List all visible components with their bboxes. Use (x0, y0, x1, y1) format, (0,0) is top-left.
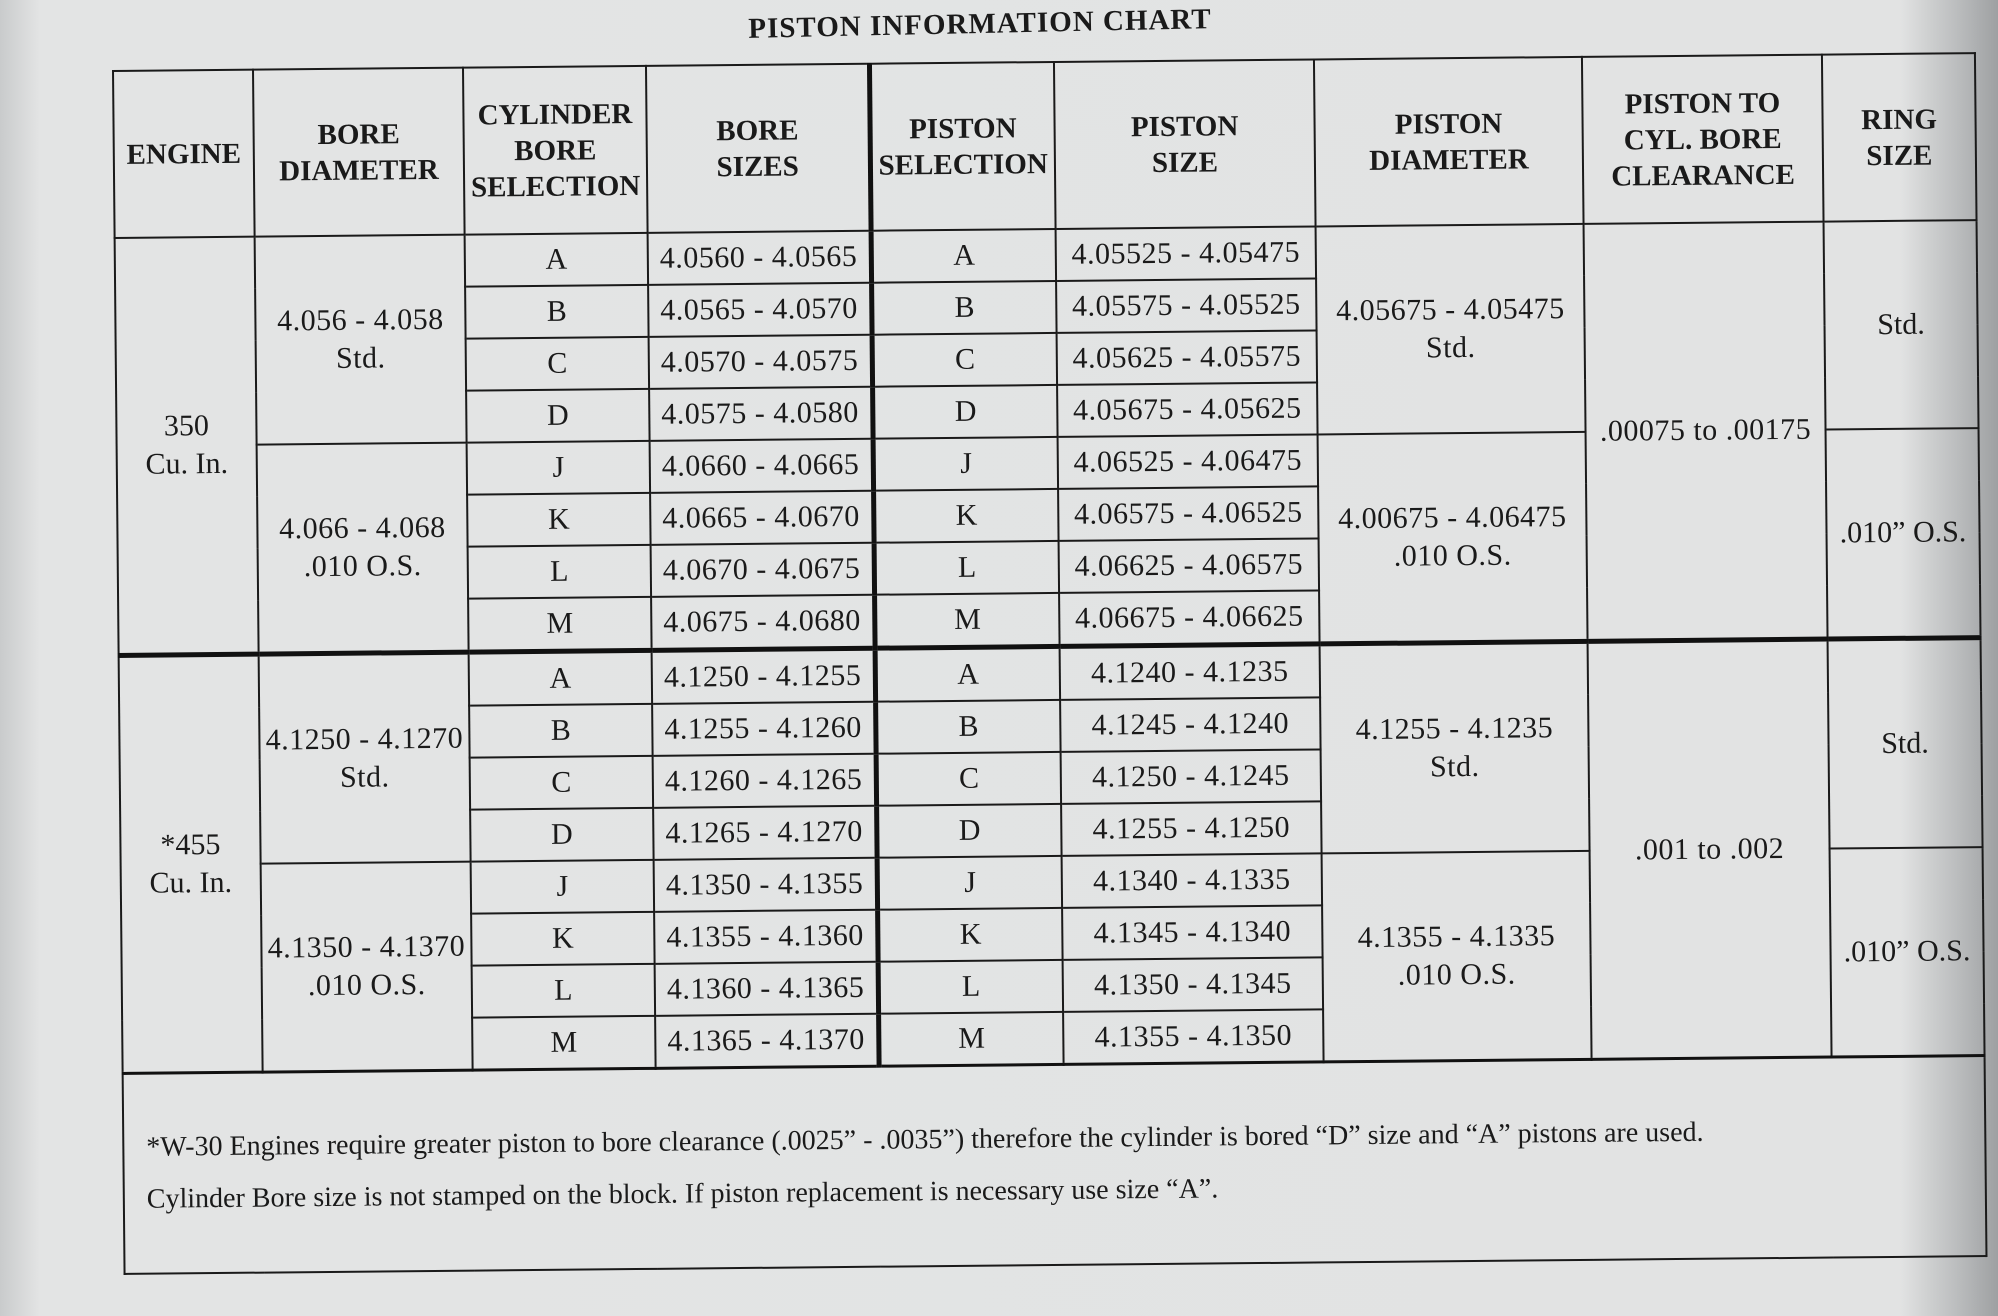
piston-selection-cell (871, 229, 1056, 283)
piston-diameter-cell (1316, 224, 1586, 435)
ring-size-cell (1828, 638, 1983, 849)
bore-diameter-cell (259, 652, 471, 864)
piston-size-cell (1057, 330, 1317, 384)
bore-selection-cell (471, 860, 654, 914)
bore-size-cell-text: 4.1350 - 4.1355 (665, 866, 864, 902)
engine-cell-text: 350 (163, 409, 210, 443)
ring-size-cell (1824, 220, 1979, 429)
bore-diameter-cell-text: 4.056 - 4.058 (277, 302, 444, 338)
piston-selection-cell (876, 752, 1061, 806)
piston-selection-cell-text: J (960, 446, 973, 480)
piston-size-cell-text: 4.1340 - 4.1335 (1092, 862, 1291, 898)
piston-diameter-cell (1318, 432, 1588, 644)
clearance-cell (1584, 222, 1828, 642)
engine-cell (119, 654, 263, 1073)
piston-diameter-cell-text: 4.1255 - 4.1235 (1355, 711, 1554, 747)
piston-size-cell-text: 4.06675 - 4.06625 (1074, 599, 1304, 635)
bore-size-cell-text: 4.1250 - 4.1255 (663, 658, 862, 694)
piston-selection-cell-text: L (961, 969, 981, 1003)
bore-selection-cell-text: C (547, 346, 568, 380)
piston-selection-cell-text: M (958, 1021, 986, 1055)
piston-size-cell-text: 4.05675 - 4.05625 (1072, 391, 1302, 427)
engine-cell-text: Cu. In. (149, 865, 233, 900)
bore-diameter-cell (255, 235, 467, 445)
ring-size-cell-text: .010” O.S. (1843, 934, 1971, 969)
bore-size-cell (648, 231, 871, 285)
bore-size-cell-text: 4.1360 - 4.1365 (666, 970, 865, 1006)
bore-diameter-cell-text: .010 O.S. (303, 549, 422, 584)
piston-selection-cell (877, 908, 1062, 962)
bore-size-cell-text: 4.1365 - 4.1370 (667, 1022, 865, 1058)
footnote (123, 1056, 1987, 1274)
ring-size-cell (1830, 847, 1985, 1057)
bore-selection-cell-text: J (552, 450, 565, 484)
bore-selection-cell-text: K (551, 921, 574, 955)
header-ring-size: RING SIZE (1822, 53, 1977, 221)
bore-size-cell (653, 754, 876, 808)
bore-size-cell-text: 4.0675 - 4.0680 (663, 603, 861, 639)
piston-selection-cell (877, 856, 1062, 910)
footnote-row (123, 1056, 1987, 1274)
bore-selection-cell (469, 704, 652, 758)
piston-selection-cell (872, 333, 1057, 387)
bore-selection-cell (466, 337, 649, 391)
piston-size-cell (1063, 1009, 1323, 1064)
piston-size-cell-text: 4.06575 - 4.06525 (1073, 495, 1303, 531)
ring-size-cell-text: Std. (1877, 307, 1925, 342)
piston-size-cell-text: 4.1355 - 4.1350 (1094, 1018, 1293, 1054)
bore-size-cell (651, 543, 874, 597)
bore-selection-cell (472, 964, 655, 1018)
bore-size-cell (652, 702, 875, 756)
bore-size-cell (651, 595, 875, 651)
bore-selection-cell (465, 285, 648, 339)
bore-size-cell (655, 1014, 878, 1069)
piston-size-cell-text: 4.1250 - 4.1245 (1091, 758, 1290, 794)
piston-selection-cell-text: A (957, 657, 980, 691)
bore-size-cell-text: 4.1355 - 4.1360 (666, 918, 864, 954)
piston-size-cell (1063, 957, 1323, 1011)
bore-selection-cell-text: D (546, 398, 569, 432)
piston-size-cell-text: 4.06625 - 4.06575 (1074, 547, 1304, 583)
bore-size-cell (654, 910, 877, 964)
bore-diameter-cell (261, 862, 473, 1073)
piston-selection-cell (878, 1012, 1063, 1066)
piston-size-cell (1060, 644, 1321, 700)
piston-size-cell-text: 4.1240 - 4.1235 (1090, 654, 1289, 690)
piston-selection-cell-text: L (957, 550, 977, 584)
piston-selection-cell (876, 804, 1061, 858)
bore-size-cell-text: 4.0575 - 4.0580 (661, 395, 859, 431)
header-piston-size: PISTON SIZE (1054, 59, 1316, 228)
bore-selection-cell-text: L (550, 554, 569, 588)
bore-size-cell-text: 4.1255 - 4.1260 (664, 710, 863, 746)
piston-size-cell-text: 4.05525 - 4.05475 (1071, 235, 1301, 271)
bore-size-cell-text: 4.0665 - 4.0670 (662, 499, 860, 535)
ring-size-cell-text: Std. (1881, 726, 1929, 761)
bore-size-cell-text: 4.1260 - 4.1265 (664, 762, 863, 798)
bore-selection-cell-text: B (550, 713, 572, 747)
piston-diameter-cell-text: 4.1355 - 4.1335 (1357, 919, 1556, 955)
piston-diameter-cell-text: .010 O.S. (1393, 538, 1512, 573)
piston-diameter-cell (1320, 641, 1590, 853)
ring-size-cell (1826, 428, 1981, 639)
bore-size-cell-text: 4.0660 - 4.0665 (661, 447, 860, 483)
piston-size-cell (1059, 590, 1320, 646)
engine-cell-text: Cu. In. (145, 446, 229, 481)
bore-size-cell (654, 858, 877, 912)
piston-selection-cell-text: A (953, 238, 976, 272)
bore-selection-cell (472, 1016, 655, 1070)
piston-size-cell (1061, 749, 1321, 803)
bore-size-cell-text: 4.0670 - 4.0675 (662, 551, 861, 587)
piston-size-cell (1061, 801, 1321, 855)
bore-diameter-cell-text: 4.1350 - 4.1370 (267, 929, 466, 965)
ring-size-cell-text: .010” O.S. (1839, 515, 1967, 550)
bore-size-cell (649, 335, 872, 389)
piston-selection-cell-text: K (955, 498, 978, 532)
bore-size-cell-text: 4.0570 - 4.0575 (660, 343, 859, 379)
piston-selection-cell-text: B (954, 290, 975, 324)
clearance-cell (1588, 639, 1832, 1059)
bore-size-cell (655, 962, 878, 1016)
piston-size-cell-text: 4.1345 - 4.1340 (1093, 914, 1292, 950)
header-row (113, 53, 1977, 238)
header-piston-diameter: PISTON DIAMETER (1314, 57, 1584, 227)
bore-size-cell (650, 439, 873, 493)
piston-selection-cell (873, 489, 1058, 543)
piston-size-cell (1056, 226, 1316, 280)
clearance-cell-text: .00075 to .00175 (1599, 412, 1812, 448)
bore-size-cell (650, 491, 873, 545)
piston-size-cell-text: 4.05575 - 4.05525 (1071, 287, 1301, 323)
footnote-line-2: Cylinder Bore size is not stamped on the block. If piston replacement is necessary use size “A”. (146, 1173, 1219, 1215)
bore-selection-cell-text: A (545, 242, 568, 276)
bore-size-cell (648, 283, 871, 337)
piston-selection-cell (874, 541, 1059, 595)
bore-diameter-cell (257, 443, 469, 655)
bore-size-cell (649, 387, 872, 441)
table-body (115, 220, 1985, 1073)
bore-selection-cell-text: J (556, 869, 569, 903)
header-piston-selection: PISTON SELECTION (869, 62, 1056, 231)
piston-selection-cell-text: D (958, 813, 981, 847)
bore-selection-cell (469, 650, 653, 705)
bore-selection-cell-text: C (551, 765, 572, 799)
piston-selection-cell (878, 960, 1063, 1014)
piston-size-cell-text: 4.1350 - 4.1345 (1093, 966, 1292, 1002)
chart-title: PISTON INFORMATION CHART (748, 3, 1212, 45)
bore-selection-cell (467, 441, 650, 495)
bore-size-cell-text: 4.0560 - 4.0565 (659, 239, 858, 275)
piston-size-cell (1060, 697, 1320, 751)
bore-selection-cell (470, 756, 653, 810)
piston-selection-cell (875, 646, 1061, 701)
bore-selection-cell-text: K (547, 502, 570, 536)
footnote-line-1: *W-30 Engines require greater piston to bore clearance (.0025” - .0035”) therefore the cylinder is bored “D” size and “A” pistons are used. (146, 1116, 1704, 1163)
piston-size-cell-text: 4.06525 - 4.06475 (1073, 443, 1303, 479)
bore-size-cell-text: 4.0565 - 4.0570 (660, 291, 858, 327)
piston-selection-cell-text: M (954, 602, 982, 636)
bore-selection-cell-text: L (554, 973, 573, 1007)
bore-diameter-cell-text: Std. (339, 760, 390, 794)
piston-diameter-cell-text: Std. (1425, 330, 1476, 365)
piston-size-cell (1057, 382, 1317, 436)
header-clearance: PISTON TO CYL. BORE CLEARANCE (1582, 55, 1824, 224)
header-engine: ENGINE (113, 70, 255, 238)
bore-selection-cell-text: A (549, 661, 572, 695)
bore-selection-cell (467, 493, 650, 547)
bore-size-cell-text: 4.1265 - 4.1270 (665, 814, 864, 850)
piston-selection-cell-text: C (954, 342, 976, 376)
bore-size-cell (652, 648, 876, 704)
bore-selection-cell-text: B (546, 294, 567, 328)
header-cylinder-bore-selection: CYLINDER BORE SELECTION (463, 66, 648, 235)
piston-size-cell (1062, 853, 1322, 907)
bore-selection-cell-text: M (550, 1025, 578, 1059)
engine-cell (115, 237, 259, 656)
bore-selection-cell (465, 233, 648, 287)
piston-diameter-cell-text: 4.05675 - 4.05475 (1335, 292, 1565, 328)
bore-selection-cell-text: D (550, 817, 573, 851)
piston-selection-cell (872, 385, 1057, 439)
piston-size-cell-text: 4.1255 - 4.1250 (1092, 810, 1291, 846)
engine-cell-text: *455 (160, 827, 221, 862)
piston-selection-cell-text: D (954, 394, 977, 428)
piston-size-cell-text: 4.05625 - 4.05575 (1072, 339, 1302, 375)
piston-information-table (112, 52, 1987, 1275)
piston-selection-cell-text: B (958, 709, 979, 743)
piston-selection-cell-text: C (958, 761, 980, 795)
chart-sheet (112, 52, 1985, 1268)
piston-size-cell (1058, 486, 1318, 540)
bore-diameter-cell-text: .010 O.S. (307, 968, 426, 1003)
piston-selection-cell (874, 593, 1060, 648)
piston-selection-cell (871, 281, 1056, 335)
piston-size-cell (1059, 538, 1319, 592)
piston-selection-cell (875, 700, 1060, 754)
piston-diameter-cell-text: Std. (1429, 749, 1480, 784)
clearance-cell-text: .001 to .002 (1634, 831, 1785, 867)
bore-selection-cell (466, 389, 649, 443)
piston-diameter-cell-text: .010 O.S. (1397, 957, 1516, 992)
bore-diameter-cell-text: 4.1250 - 4.1270 (265, 721, 464, 757)
piston-diameter-cell (1322, 851, 1592, 1062)
bore-selection-cell (471, 912, 654, 966)
bore-selection-cell-text: M (546, 606, 574, 640)
header-bore-diameter: BORE DIAMETER (253, 68, 465, 237)
piston-diameter-cell-text: 4.00675 - 4.06475 (1337, 500, 1567, 536)
bore-selection-cell (470, 808, 653, 862)
piston-selection-cell-text: J (964, 865, 977, 899)
piston-selection-cell-text: K (959, 917, 982, 951)
piston-size-cell (1056, 278, 1316, 332)
piston-selection-cell (873, 437, 1058, 491)
piston-size-cell (1058, 434, 1318, 488)
bore-selection-cell (468, 545, 651, 599)
piston-size-cell-text: 4.1245 - 4.1240 (1091, 706, 1290, 742)
bore-size-cell (653, 806, 876, 860)
piston-size-cell (1062, 905, 1322, 959)
header-bore-sizes: BORE SIZES (646, 64, 871, 233)
bore-selection-cell (468, 597, 652, 652)
bore-diameter-cell-text: 4.066 - 4.068 (279, 510, 446, 546)
bore-diameter-cell-text: Std. (335, 341, 386, 375)
